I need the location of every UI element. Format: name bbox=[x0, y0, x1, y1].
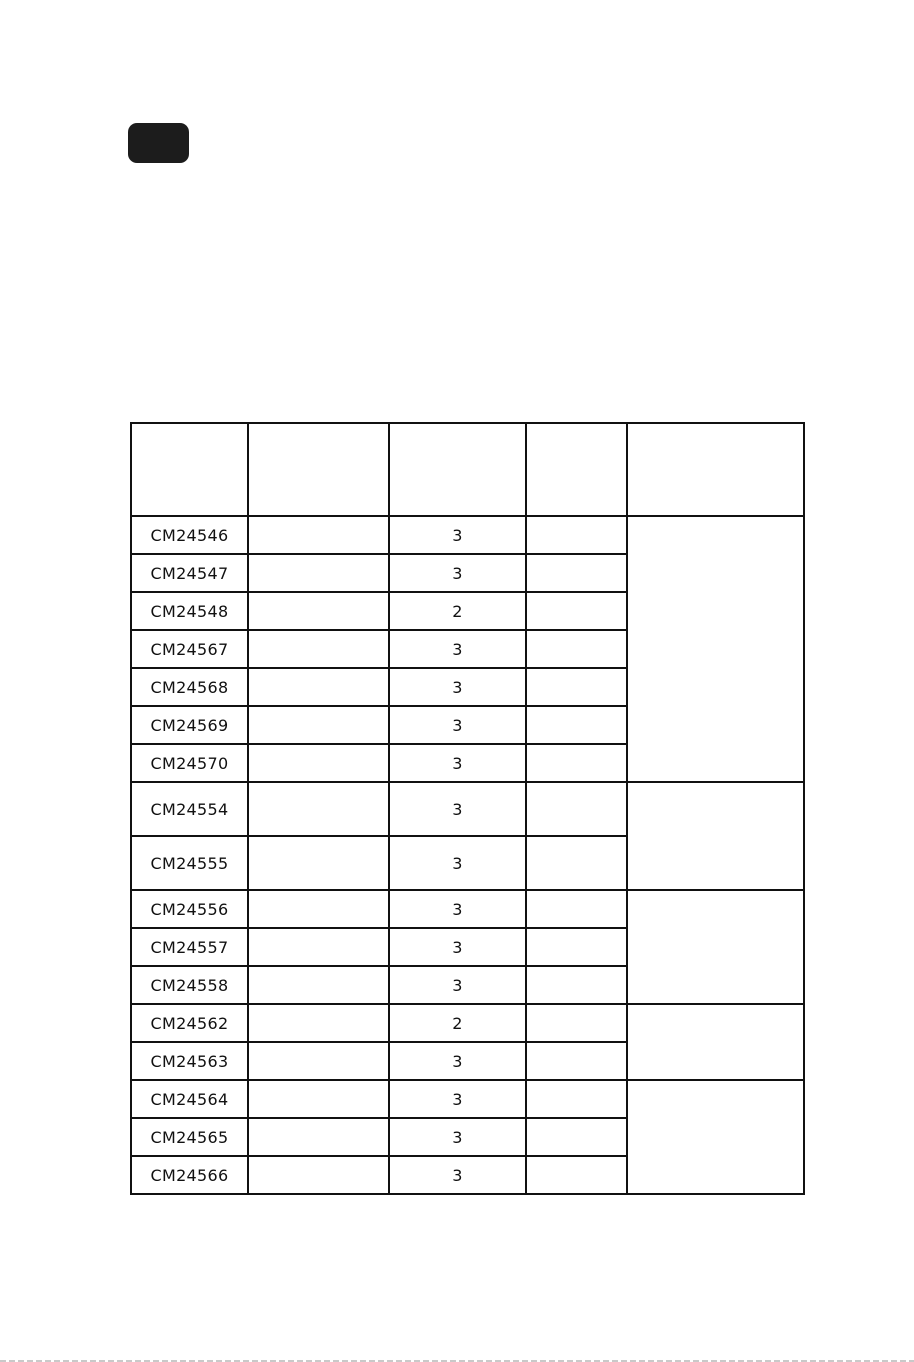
module-code: CM24565 bbox=[131, 1118, 248, 1156]
module-credits: 3 bbox=[389, 630, 526, 668]
module-code: CM24558 bbox=[131, 966, 248, 1004]
module-semester bbox=[526, 890, 627, 928]
module-semester bbox=[526, 836, 627, 890]
module-title bbox=[248, 1156, 389, 1194]
module-semester bbox=[526, 928, 627, 966]
module-code: CM24564 bbox=[131, 1080, 248, 1118]
module-credits: 3 bbox=[389, 836, 526, 890]
module-credits: 3 bbox=[389, 744, 526, 782]
header-cell bbox=[526, 423, 627, 516]
module-title bbox=[248, 1080, 389, 1118]
module-credits: 3 bbox=[389, 1118, 526, 1156]
module-title bbox=[248, 928, 389, 966]
module-code: CM24555 bbox=[131, 836, 248, 890]
module-credits: 3 bbox=[389, 554, 526, 592]
module-semester bbox=[526, 782, 627, 836]
module-credits: 3 bbox=[389, 966, 526, 1004]
module-credits: 3 bbox=[389, 1156, 526, 1194]
module-title bbox=[248, 1042, 389, 1080]
group-cell bbox=[627, 1080, 804, 1194]
module-code: CM24569 bbox=[131, 706, 248, 744]
module-code: CM24548 bbox=[131, 592, 248, 630]
module-semester bbox=[526, 744, 627, 782]
module-semester bbox=[526, 668, 627, 706]
module-code: CM24547 bbox=[131, 554, 248, 592]
table-row bbox=[131, 516, 804, 554]
module-title bbox=[248, 630, 389, 668]
module-credits: 2 bbox=[389, 592, 526, 630]
module-code: CM24570 bbox=[131, 744, 248, 782]
module-title bbox=[248, 516, 389, 554]
module-semester bbox=[526, 1156, 627, 1194]
table-row bbox=[131, 1004, 804, 1042]
module-credits: 3 bbox=[389, 928, 526, 966]
module-credits: 2 bbox=[389, 1004, 526, 1042]
header-cell bbox=[248, 423, 389, 516]
module-code: CM24568 bbox=[131, 668, 248, 706]
module-title bbox=[248, 554, 389, 592]
table-row bbox=[131, 782, 804, 836]
module-credits: 3 bbox=[389, 1042, 526, 1080]
table-header-row bbox=[131, 423, 804, 516]
module-title bbox=[248, 1118, 389, 1156]
module-code: CM24556 bbox=[131, 890, 248, 928]
module-credits: 3 bbox=[389, 706, 526, 744]
module-code: CM24563 bbox=[131, 1042, 248, 1080]
module-code: CM24557 bbox=[131, 928, 248, 966]
group-cell bbox=[627, 516, 804, 782]
header-cell bbox=[131, 423, 248, 516]
table-row bbox=[131, 890, 804, 928]
module-semester bbox=[526, 554, 627, 592]
module-credits: 3 bbox=[389, 890, 526, 928]
module-semester bbox=[526, 1080, 627, 1118]
header-cell bbox=[627, 423, 804, 516]
module-credits: 3 bbox=[389, 668, 526, 706]
module-semester bbox=[526, 1004, 627, 1042]
module-table-container bbox=[130, 422, 803, 1195]
module-title bbox=[248, 706, 389, 744]
group-cell bbox=[627, 1004, 804, 1080]
module-credits: 3 bbox=[389, 782, 526, 836]
module-table bbox=[130, 422, 805, 1195]
module-code: CM24567 bbox=[131, 630, 248, 668]
module-code: CM24566 bbox=[131, 1156, 248, 1194]
module-semester bbox=[526, 630, 627, 668]
module-title bbox=[248, 782, 389, 836]
module-title bbox=[248, 890, 389, 928]
module-title bbox=[248, 1004, 389, 1042]
module-code: CM24554 bbox=[131, 782, 248, 836]
module-code: CM24562 bbox=[131, 1004, 248, 1042]
module-code: CM24546 bbox=[131, 516, 248, 554]
module-title bbox=[248, 592, 389, 630]
module-title bbox=[248, 744, 389, 782]
module-semester bbox=[526, 516, 627, 554]
group-cell bbox=[627, 782, 804, 890]
module-credits: 3 bbox=[389, 1080, 526, 1118]
table-row bbox=[131, 1080, 804, 1118]
module-title bbox=[248, 966, 389, 1004]
module-semester bbox=[526, 706, 627, 744]
group-cell bbox=[627, 890, 804, 1004]
module-credits: 3 bbox=[389, 516, 526, 554]
module-semester bbox=[526, 1118, 627, 1156]
module-title bbox=[248, 668, 389, 706]
header-cell bbox=[389, 423, 526, 516]
module-semester bbox=[526, 1042, 627, 1080]
chapter-badge bbox=[128, 123, 189, 163]
module-semester bbox=[526, 966, 627, 1004]
module-semester bbox=[526, 592, 627, 630]
module-title bbox=[248, 836, 389, 890]
